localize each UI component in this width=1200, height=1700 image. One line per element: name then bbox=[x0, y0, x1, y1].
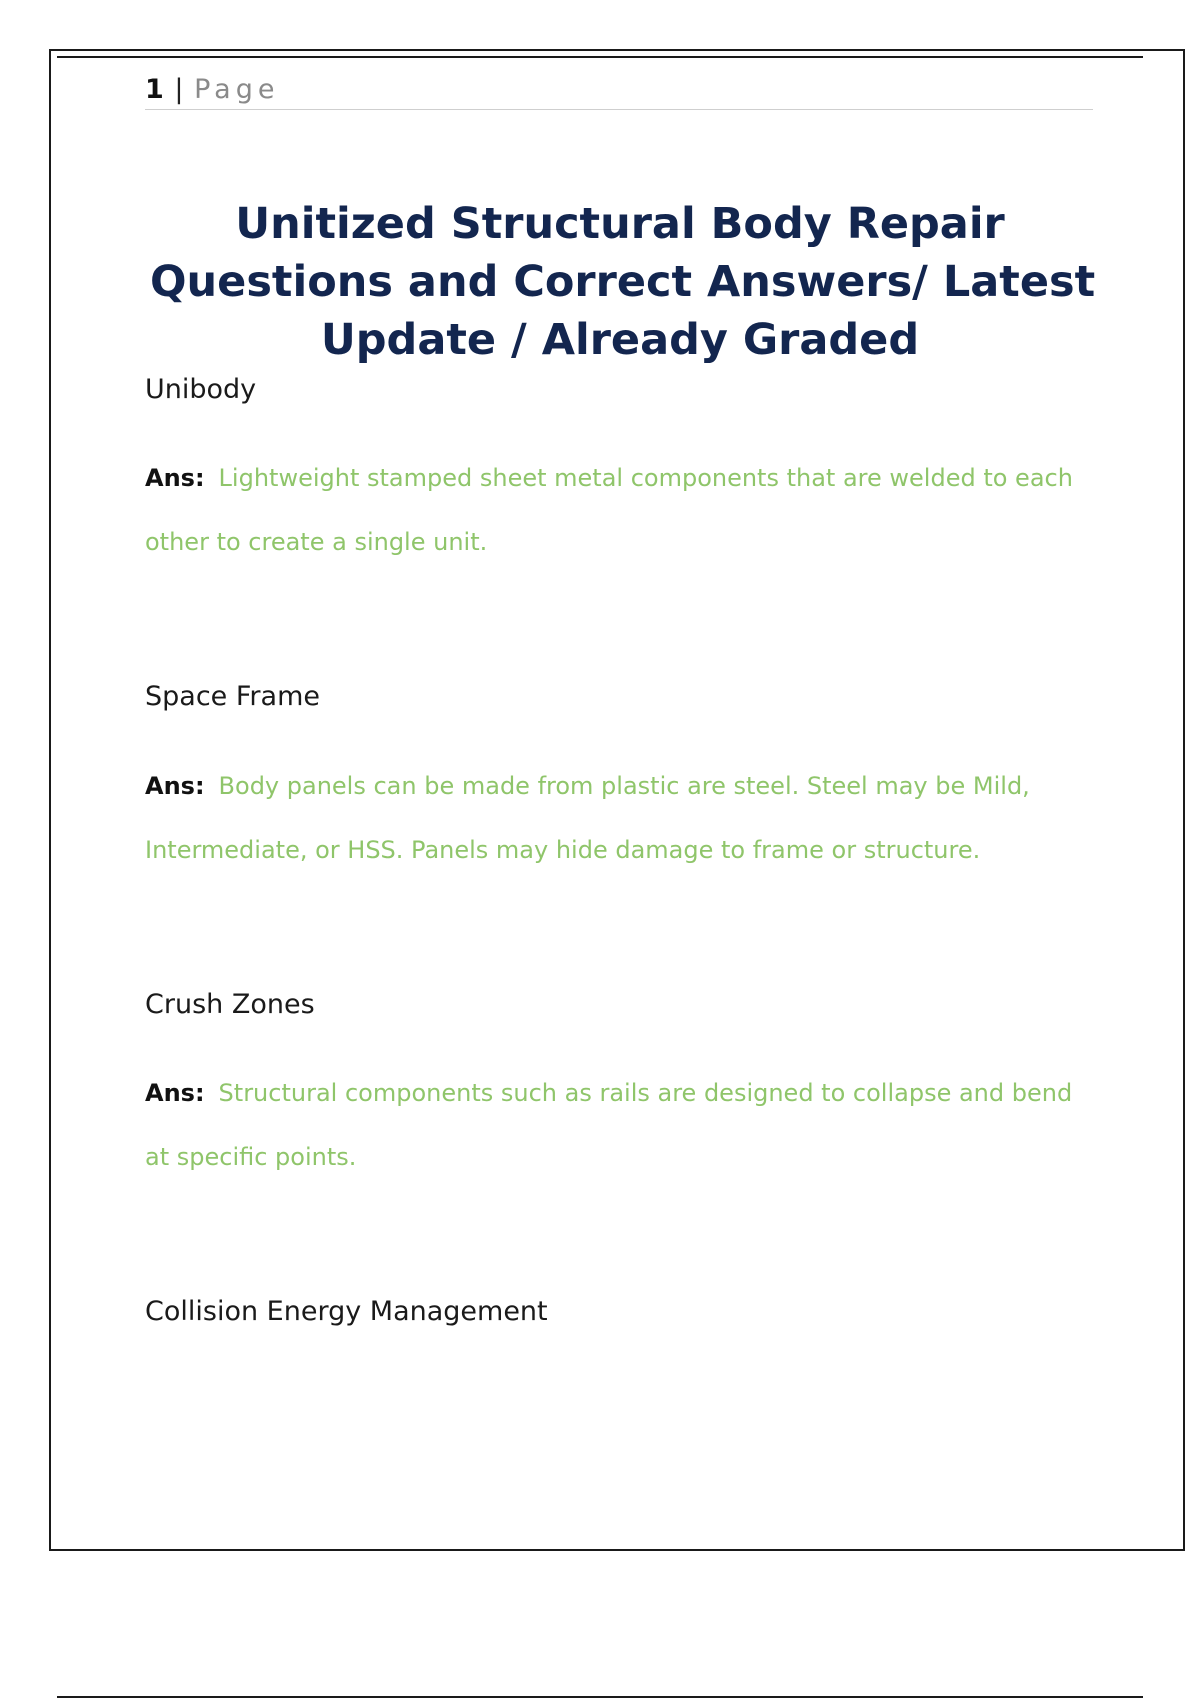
title-line-3: Update / Already Graded bbox=[320, 315, 920, 365]
page-header bbox=[145, 70, 1093, 110]
bottom-rule bbox=[57, 1696, 1143, 1698]
answer-space-frame bbox=[145, 754, 1085, 882]
term-space-frame: Space Frame bbox=[145, 681, 320, 712]
answer-text: Body panels can be made from plastic are steel. Steel may be Mild, Intermediate, or HSS. Panels may hide damage to frame or structure. bbox=[145, 772, 1030, 864]
answer-label: Ans: bbox=[145, 464, 205, 492]
page-label: Page bbox=[194, 74, 280, 105]
title-line-1: Unitized Structural Body Repair bbox=[235, 199, 1005, 249]
answer-unibody bbox=[145, 446, 1085, 574]
term-crush-zones: Crush Zones bbox=[145, 989, 315, 1020]
answer-label: Ans: bbox=[145, 1079, 205, 1107]
term-collision-energy-management: Collision Energy Management bbox=[145, 1296, 548, 1327]
answer-text: Lightweight stamped sheet metal components that are welded to each other to create a single unit. bbox=[145, 464, 1073, 556]
answer-text: Structural components such as rails are designed to collapse and bend at specific points. bbox=[145, 1079, 1073, 1171]
answer-label: Ans: bbox=[145, 772, 205, 800]
page-separator: | bbox=[174, 74, 184, 105]
term-unibody: Unibody bbox=[145, 374, 257, 405]
top-rule bbox=[57, 56, 1143, 58]
title-line-2: Questions and Correct Answers/ Latest bbox=[150, 257, 1096, 307]
page-number: 1 bbox=[145, 74, 164, 105]
answer-crush-zones bbox=[145, 1061, 1085, 1189]
document-title bbox=[150, 195, 1096, 369]
